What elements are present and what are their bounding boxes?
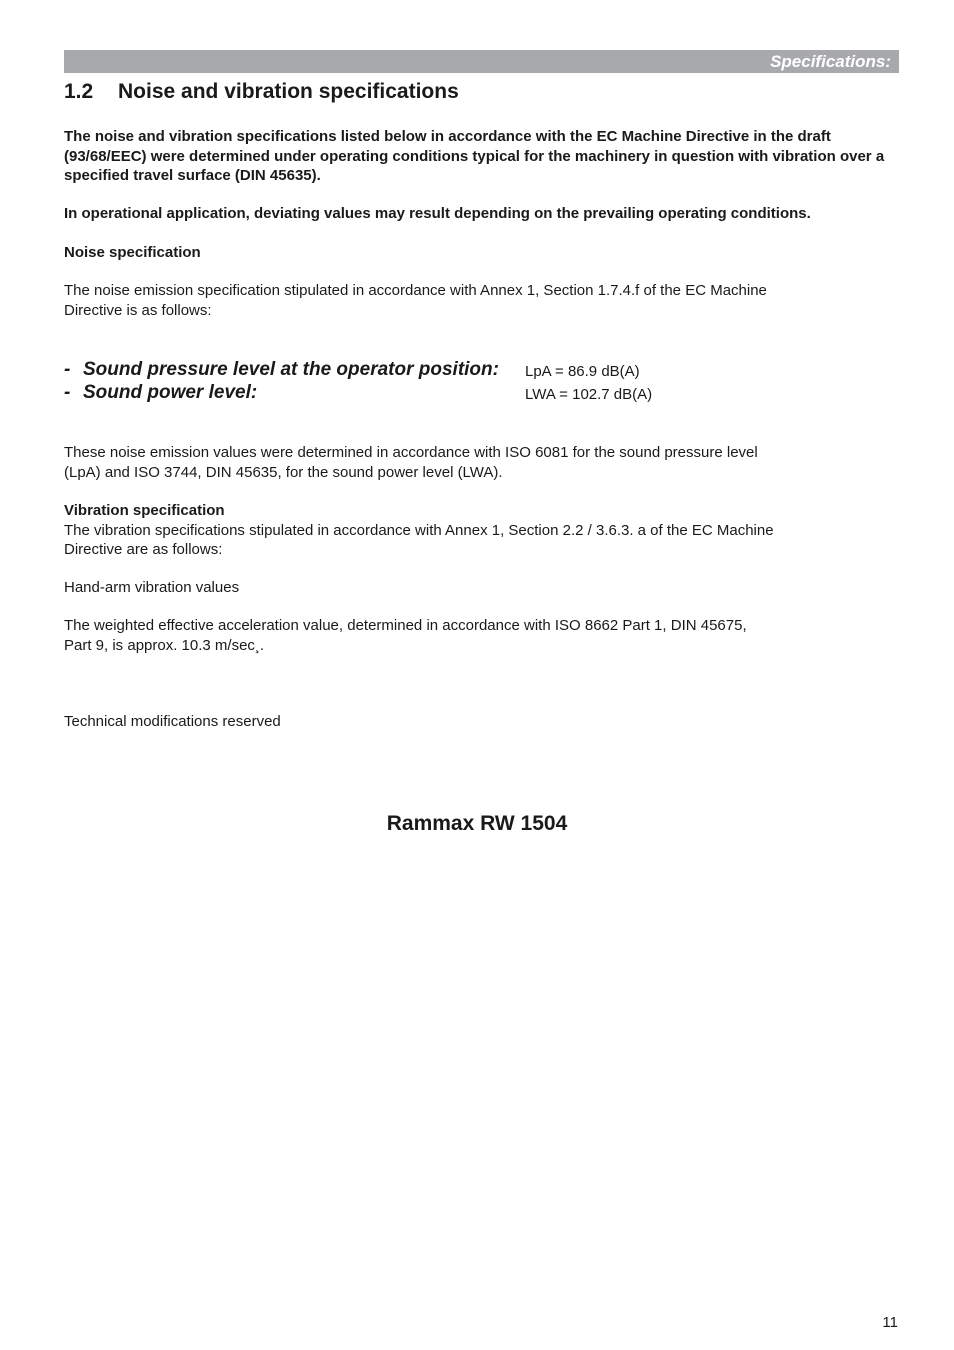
- spec-label: [64, 358, 499, 382]
- spec-label-text: Sound power level:: [83, 382, 258, 403]
- modifications-reserved: Technical modifications reserved: [64, 713, 281, 730]
- spec-label-text: Sound pressure level at the operator position:: [83, 359, 499, 380]
- vibration-block: [64, 501, 784, 560]
- emission-note: These noise emission values were determined in accordance with ISO 6081 for the sound pressure level (LpA) and ISO 3744, DIN 45635, for the sound power level (LWA).: [64, 444, 758, 481]
- vibration-heading: Vibration specification: [64, 502, 225, 519]
- section-heading: [64, 78, 459, 106]
- header-label: Specifications:: [770, 52, 891, 71]
- spec-label: [64, 381, 257, 405]
- spec-dash: -: [64, 382, 71, 403]
- noise-body: The noise emission specification stipulated in accordance with Annex 1, Section 1.7.4.f of the EC Machine Directive is as follows:: [64, 282, 767, 319]
- spec-value: LWA = 102.7 dB(A): [525, 386, 653, 403]
- weighted-acceleration: The weighted effective acceleration value, determined in accordance with ISO 8662 Part 1, DIN 45675, Part 9, is approx. 10.3 m/sec¸.: [64, 617, 747, 654]
- spec-row-sound-pressure: [64, 358, 764, 382]
- section-title: Noise and vibration specifications: [118, 80, 459, 103]
- model-title: Rammax RW 1504: [386, 812, 568, 835]
- vibration-body: The vibration specifications stipulated in accordance with Annex 1, Section 2.2 / 3.6.3. a of the EC Machine Directive are as follows:: [64, 521, 774, 558]
- hand-arm-label: Hand-arm vibration values: [64, 579, 240, 596]
- intro-paragraph: The noise and vibration specifications listed below in accordance with the EC Machine Directive in the draft (93/68/EEC) were determined under operating conditions typical for the machinery in question with vibration over a specified travel surface (DIN 45635).: [64, 128, 885, 184]
- section-number: 1.2: [64, 80, 94, 103]
- header-bar: [64, 50, 899, 73]
- spec-dash: -: [64, 359, 71, 380]
- operational-note: In operational application, deviating values may result depending on the prevailing operating conditions.: [64, 205, 811, 222]
- page-number: 11: [882, 1314, 898, 1331]
- noise-heading: Noise specification: [64, 244, 201, 261]
- spec-row-sound-power: [64, 381, 764, 405]
- spec-value: LpA = 86.9 dB(A): [525, 363, 640, 380]
